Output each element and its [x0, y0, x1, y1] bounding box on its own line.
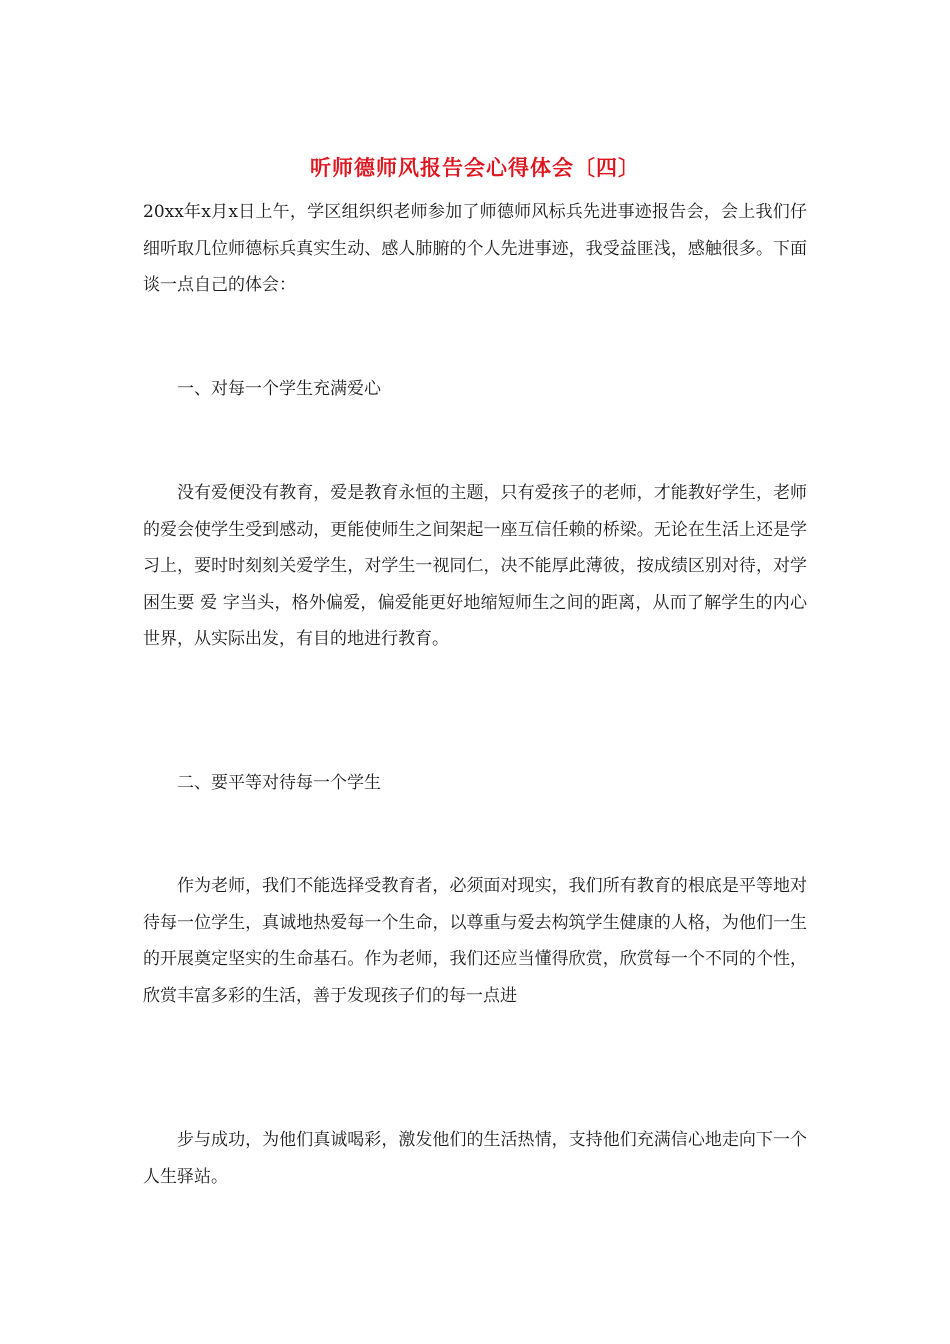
intro-paragraph: 20xx年x月x日上午，学区组织织老师参加了师德师风标兵先进事迹报告会，会上我们仔细听取几位师德标兵真实生动、感人肺腑的个人先进事迹，我受益匪浅，感触很多。下面谈一点自己的体会：: [143, 202, 807, 295]
section-2-body: 作为老师，我们不能选择受教育者，必须面对现实，我们所有教育的根底是平等地对待每一位学生，真诚地热爱每一个生命，以尊重与爱去构筑学生健康的人格，为他们一生的开展奠定坚实的生命基石。作为老师，我们还应当懂得欣赏，欣赏每一个不同的个性，欣赏丰富多彩的生活，善于发现孩子们的每一点进: [143, 876, 807, 1006]
section-1-body: 没有爱便没有教育，爱是教育永恒的主题，只有爱孩子的老师，才能教好学生，老师的爱会使学生受到感动，更能使师生之间架起一座互信任赖的桥梁。无论在生活上还是学习上，要时时刻刻关爱学生，对学生一视同仁，决不能厚此薄彼，按成绩区别对待，对学困生要 爱 字当头，格外偏爱，偏爱能更好地缩短师生之间的距离，从而了解学生的内心世界，从实际出发，有目的地进行教育。: [143, 483, 807, 649]
section-2-heading: 二、要平等对待每一个学生: [177, 773, 381, 793]
section-2-continued: 步与成功，为他们真诚喝彩，激发他们的生活热情，支持他们充满信心地走向下一个人生驿站。: [143, 1130, 807, 1187]
section-1-heading: 一、对每一个学生充满爱心: [177, 379, 381, 399]
document-title: 听师德师风报告会心得体会〔四〕: [310, 156, 640, 180]
